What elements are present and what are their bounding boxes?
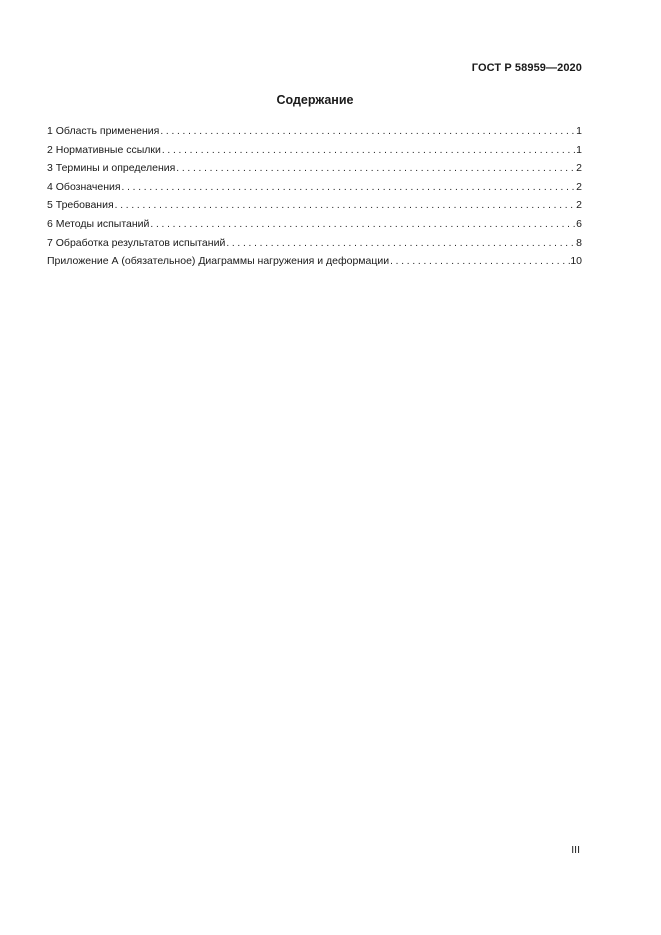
toc-entry-test-methods[interactable] [47, 215, 582, 234]
toc-entry-label: 3 Термины и определения [47, 162, 176, 175]
toc-list [47, 122, 582, 271]
toc-entry-page: 1 [576, 125, 582, 137]
toc-entry-page: 10 [570, 255, 582, 268]
toc-entry-label: 2 Нормативные ссылки [47, 143, 161, 156]
toc-entry-page: 1 [576, 143, 582, 156]
toc-entry-page: 2 [576, 162, 582, 175]
toc-entry-notation[interactable] [47, 178, 582, 197]
toc-dot-leader [175, 160, 576, 179]
toc-dot-leader [121, 179, 577, 198]
toc-entry-page: 2 [576, 199, 582, 212]
toc-entry-terms-definitions[interactable] [47, 159, 582, 178]
toc-entry-label: 4 Обозначения [47, 180, 121, 193]
toc-entry-label: Приложение А (обязательное) Диаграммы нагружения и деформации [47, 255, 390, 268]
toc-entry-page: 8 [576, 236, 582, 249]
toc-entry-results-processing[interactable] [47, 234, 582, 253]
toc-entry-label: 5 Требования [47, 199, 114, 212]
document-code: ГОСТ Р 58959—2020 [471, 62, 582, 74]
toc-entry-normative-references[interactable] [47, 141, 582, 160]
toc-entry-scope[interactable] [47, 122, 582, 141]
toc-dot-leader [149, 216, 576, 235]
toc-entry-appendix-a[interactable] [47, 252, 582, 271]
toc-dot-leader [114, 197, 577, 216]
toc-entry-page: 6 [576, 217, 582, 230]
toc-entry-page: 2 [576, 180, 582, 193]
toc-entry-label: 7 Обработка результатов испытаний [47, 236, 226, 249]
toc-entry-label: 6 Методы испытаний [47, 217, 150, 230]
toc-entry-label: 1 Область применения [47, 125, 160, 137]
toc-dot-leader [161, 142, 576, 161]
toc-title: Содержание [276, 93, 354, 107]
toc-dot-leader [159, 123, 576, 142]
toc-dot-leader [225, 235, 576, 254]
toc-entry-requirements[interactable] [47, 196, 582, 215]
toc-dot-leader [389, 253, 570, 272]
page-number: III [571, 844, 580, 856]
